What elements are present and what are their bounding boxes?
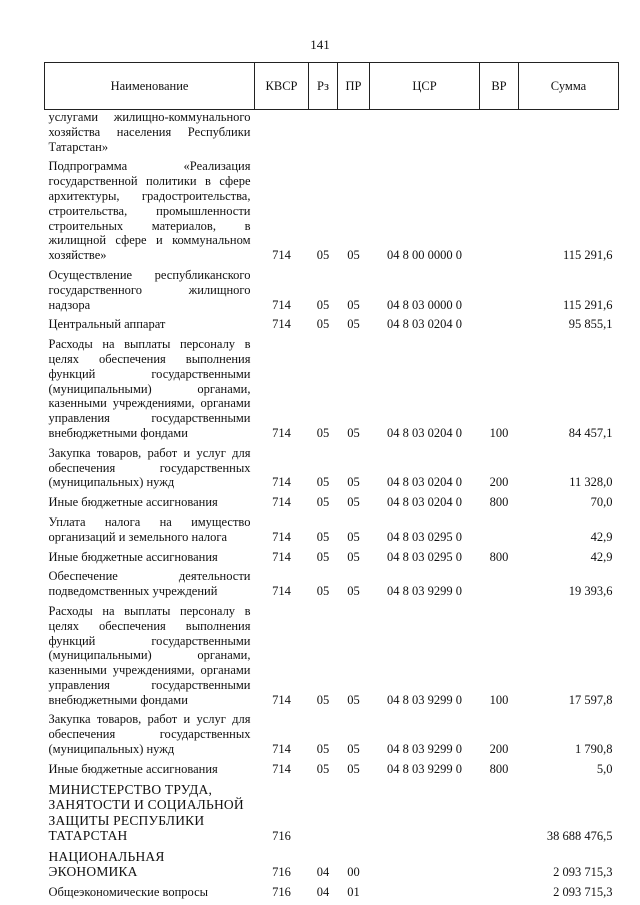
cell-kvsr: 716 [272, 864, 291, 879]
cell-vr: 200 [489, 475, 509, 490]
cell-vr [480, 781, 519, 848]
header-rz: Рз [309, 63, 338, 110]
cell-pr: 05 [347, 297, 360, 312]
table-row [45, 549, 619, 569]
cell-rz: 05 [316, 248, 330, 263]
header-name: Наименование [45, 63, 255, 110]
cell-name: Центральный аппарат [48, 317, 166, 332]
cell-csr: 04 8 03 0000 0 [387, 297, 462, 312]
cell-name: Расходы на выплаты персоналу в целях обеспечения выполнения функций государственными (муниципальными) органами, казенными учреждениями, органами управления государственными внебюджетными фондами [48, 603, 251, 707]
cell-sum [519, 110, 619, 159]
cell-kvsr: 716 [272, 884, 291, 899]
cell-csr: 04 8 03 0204 0 [387, 317, 462, 332]
cell-rz: 05 [316, 761, 330, 776]
table-row [45, 761, 619, 781]
table-row [45, 848, 619, 884]
header-vr: ВР [480, 63, 519, 110]
cell-sum: 115 291,6 [562, 248, 613, 263]
cell-kvsr: 716 [272, 828, 291, 843]
cell-kvsr [255, 110, 309, 159]
cell-pr: 05 [347, 549, 360, 564]
cell-name: Общеэкономические вопросы [48, 884, 209, 899]
cell-sum: 19 393,6 [568, 584, 613, 599]
cell-kvsr: 714 [272, 529, 291, 544]
budget-table [44, 62, 619, 903]
cell-vr [480, 267, 519, 316]
cell-csr: 04 8 03 9299 0 [387, 584, 462, 599]
cell-csr: 04 8 03 9299 0 [387, 742, 462, 757]
cell-csr [370, 781, 480, 848]
cell-csr [370, 110, 480, 159]
cell-sum: 42,9 [590, 529, 613, 544]
cell-name: Уплата налога на имущество организаций и земельного налога [48, 514, 251, 544]
table-row [45, 884, 619, 904]
table-row [45, 267, 619, 316]
cell-kvsr: 714 [272, 317, 291, 332]
table-row [45, 110, 619, 159]
cell-sum: 84 457,1 [568, 425, 613, 440]
cell-kvsr: 714 [272, 549, 291, 564]
cell-name: услугами жилищно-коммунального хозяйства населения Республики Татарстан» [48, 110, 251, 154]
header-sum: Сумма [519, 63, 619, 110]
cell-rz: 04 [316, 884, 330, 899]
cell-rz: 05 [316, 549, 330, 564]
table-row [45, 603, 619, 712]
cell-vr: 800 [489, 549, 509, 564]
cell-vr: 100 [489, 692, 509, 707]
cell-kvsr: 714 [272, 248, 291, 263]
cell-sum: 11 328,0 [569, 475, 613, 490]
cell-pr: 05 [347, 475, 360, 490]
cell-pr: 05 [347, 584, 360, 599]
cell-pr: 05 [347, 529, 360, 544]
cell-name: Иные бюджетные ассигнования [48, 495, 218, 510]
cell-vr [480, 158, 519, 267]
table-row [45, 781, 619, 848]
cell-rz: 05 [316, 425, 330, 440]
cell-rz: 04 [316, 864, 330, 879]
cell-rz: 05 [316, 495, 330, 510]
cell-kvsr: 714 [272, 761, 291, 776]
cell-vr [480, 884, 519, 904]
table-row [45, 514, 619, 549]
cell-csr: 04 8 03 0295 0 [387, 529, 462, 544]
cell-kvsr: 714 [272, 425, 291, 440]
cell-rz: 05 [316, 475, 330, 490]
cell-vr: 200 [489, 742, 509, 757]
cell-vr: 800 [489, 495, 509, 510]
cell-csr: 04 8 03 0204 0 [387, 495, 462, 510]
cell-pr: 00 [347, 864, 360, 879]
table-row [45, 494, 619, 514]
cell-vr [480, 848, 519, 884]
cell-rz: 05 [316, 529, 330, 544]
cell-csr: 04 8 03 0204 0 [387, 425, 462, 440]
cell-kvsr: 714 [272, 475, 291, 490]
cell-csr: 04 8 03 0204 0 [387, 475, 462, 490]
cell-name: Расходы на выплаты персоналу в целях обеспечения выполнения функций государственными (муниципальными) органами, казенными учреждениями, органами управления государственными внебюджетными фондами [48, 337, 251, 440]
cell-pr: 05 [347, 495, 360, 510]
header-csr: ЦСР [370, 63, 480, 110]
table-row [45, 158, 619, 267]
cell-kvsr: 714 [272, 692, 291, 707]
cell-vr [480, 316, 519, 336]
cell-kvsr: 714 [272, 584, 291, 599]
table-header-row [45, 63, 619, 110]
cell-sum: 2 093 715,3 [553, 864, 613, 879]
cell-vr [480, 110, 519, 159]
cell-rz: 05 [316, 742, 330, 757]
cell-csr: 04 8 03 0295 0 [387, 549, 462, 564]
cell-vr: 100 [489, 425, 509, 440]
cell-sum: 1 790,8 [575, 742, 613, 757]
cell-name: Закупка товаров, работ и услуг для обеспечения государственных (муниципальных) нужд [48, 445, 251, 490]
cell-rz: 05 [316, 297, 330, 312]
header-pr: ПР [338, 63, 370, 110]
cell-sum: 17 597,8 [568, 692, 613, 707]
cell-kvsr: 714 [272, 297, 291, 312]
cell-csr: 04 8 03 9299 0 [387, 761, 462, 776]
cell-sum: 70,0 [590, 495, 613, 510]
table-row [45, 336, 619, 445]
page-number: 141 [310, 37, 330, 52]
cell-rz [309, 110, 338, 159]
cell-name: НАЦИОНАЛЬНАЯ ЭКОНОМИКА [48, 848, 165, 880]
cell-name: Осуществление республиканского государственного жилищного надзора [48, 267, 251, 312]
cell-sum: 5,0 [596, 761, 613, 776]
header-kvsr: КВСР [255, 63, 309, 110]
cell-name: Подпрограмма «Реализация государственной политики в сфере архитектуры, градостроительства, строительства, промышленности строительных материалов, в жилищной сфере и коммунальном хозяйстве» [48, 159, 251, 263]
cell-pr: 05 [347, 692, 360, 707]
cell-name: Обеспечение деятельности подведомственных учреждений [48, 569, 251, 599]
cell-name: Иные бюджетные ассигнования [48, 761, 218, 776]
cell-pr: 01 [347, 884, 360, 899]
cell-vr [480, 514, 519, 549]
cell-pr: 05 [347, 761, 360, 776]
cell-name: Иные бюджетные ассигнования [48, 549, 218, 564]
cell-csr [370, 884, 480, 904]
table-row [45, 711, 619, 760]
cell-pr: 05 [347, 317, 360, 332]
cell-vr [480, 568, 519, 603]
cell-name: Закупка товаров, работ и услуг для обеспечения государственных (муниципальных) нужд [48, 712, 251, 757]
table-row [45, 445, 619, 494]
cell-csr: 04 8 00 0000 0 [387, 248, 462, 263]
cell-rz: 05 [316, 584, 330, 599]
cell-sum: 38 688 476,5 [546, 828, 613, 843]
cell-sum: 95 855,1 [568, 317, 613, 332]
cell-sum: 115 291,6 [562, 297, 613, 312]
cell-rz [309, 781, 338, 848]
cell-rz: 05 [316, 692, 330, 707]
cell-kvsr: 714 [272, 495, 291, 510]
cell-pr: 05 [347, 248, 360, 263]
table-row [45, 568, 619, 603]
cell-pr [338, 110, 370, 159]
cell-sum: 42,9 [590, 549, 613, 564]
cell-name: МИНИСТЕРСТВО ТРУДА, ЗАНЯТОСТИ И СОЦИАЛЬНОЙ ЗАЩИТЫ РЕСПУБЛИКИ ТАТАРСТАН [48, 781, 244, 844]
cell-pr: 05 [347, 425, 360, 440]
cell-rz: 05 [316, 317, 330, 332]
table-row [45, 316, 619, 336]
cell-csr: 04 8 03 9299 0 [387, 692, 462, 707]
cell-pr: 05 [347, 742, 360, 757]
cell-pr [338, 781, 370, 848]
cell-kvsr: 714 [272, 742, 291, 757]
cell-vr: 800 [489, 761, 509, 776]
cell-csr [370, 848, 480, 884]
cell-sum: 2 093 715,3 [553, 884, 613, 899]
